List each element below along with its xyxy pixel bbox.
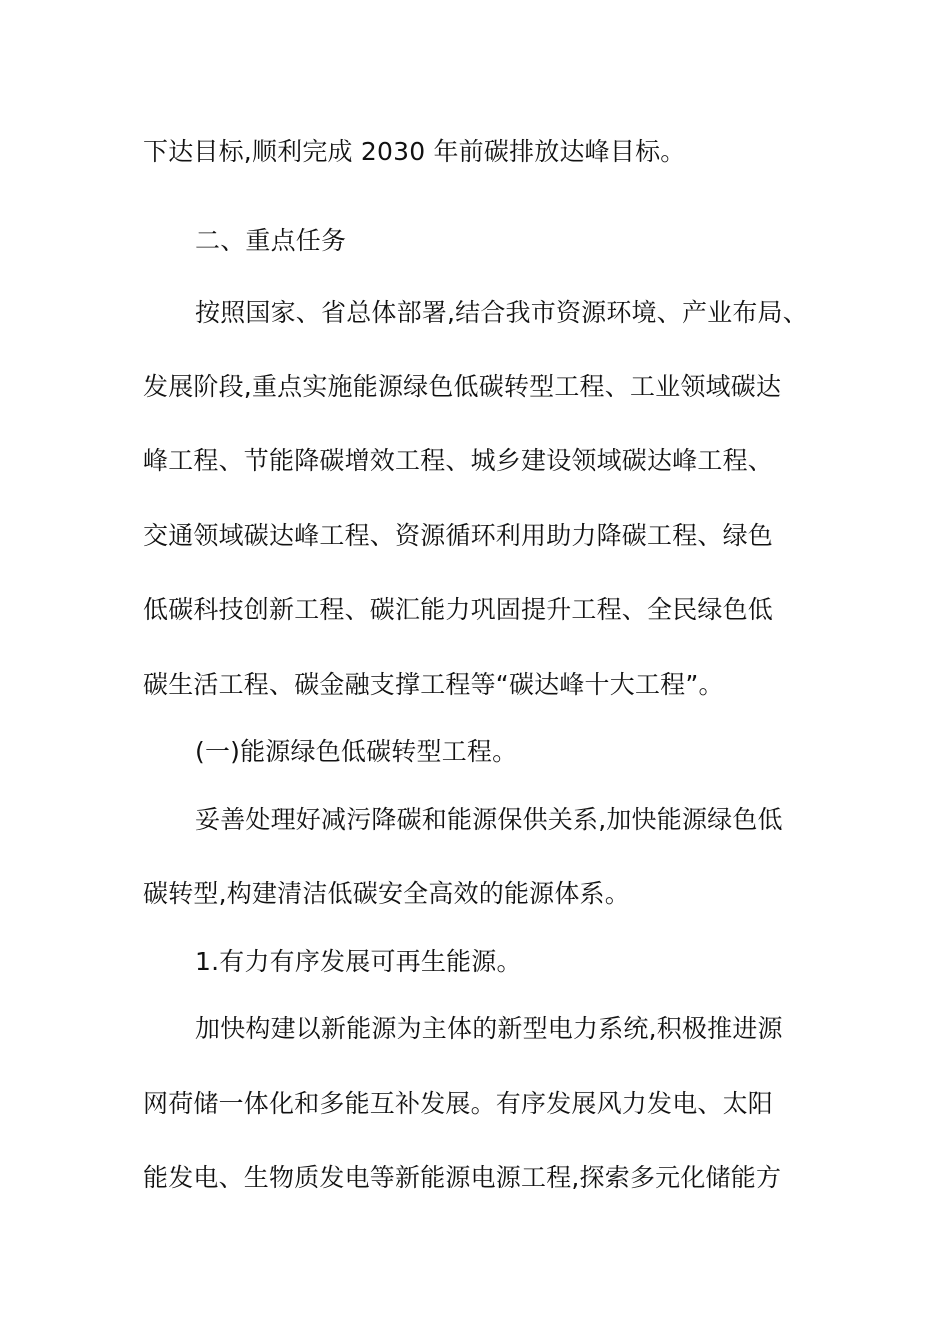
section-heading: 二、重点任务 [195,226,347,255]
paragraph-line: 发展阶段,重点实施能源绿色低碳转型工程、工业领域碳达 [143,372,782,401]
subsection-heading: (一)能源绿色低碳转型工程。 [195,737,518,766]
paragraph-line: 妥善处理好减污降碳和能源保供关系,加快能源绿色低 [195,805,783,834]
paragraph-line: 低碳科技创新工程、碳汇能力巩固提升工程、全民绿色低 [143,595,774,624]
paragraph-line: 加快构建以新能源为主体的新型电力系统,积极推进源 [195,1014,783,1043]
paragraph-line: 网荷储一体化和多能互补发展。有序发展风力发电、太阳 [143,1089,774,1118]
paragraph-line: 交通领域碳达峰工程、资源循环利用助力降碳工程、绿色 [143,521,774,550]
paragraph-line: 按照国家、省总体部署,结合我市资源环境、产业布局、 [195,298,808,327]
paragraph-line: 能发电、生物质发电等新能源电源工程,探索多元化储能方 [143,1163,782,1192]
paragraph-line: 碳转型,构建清洁低碳安全高效的能源体系。 [143,879,630,908]
paragraph-line: 峰工程、节能降碳增效工程、城乡建设领域碳达峰工程、 [143,446,774,475]
paragraph-line: 下达目标,顺利完成 2030 年前碳排放达峰目标。 [143,137,686,166]
paragraph-line: 碳生活工程、碳金融支撑工程等“碳达峰十大工程”。 [143,670,724,699]
item-heading: 1.有力有序发展可再生能源。 [195,947,522,976]
